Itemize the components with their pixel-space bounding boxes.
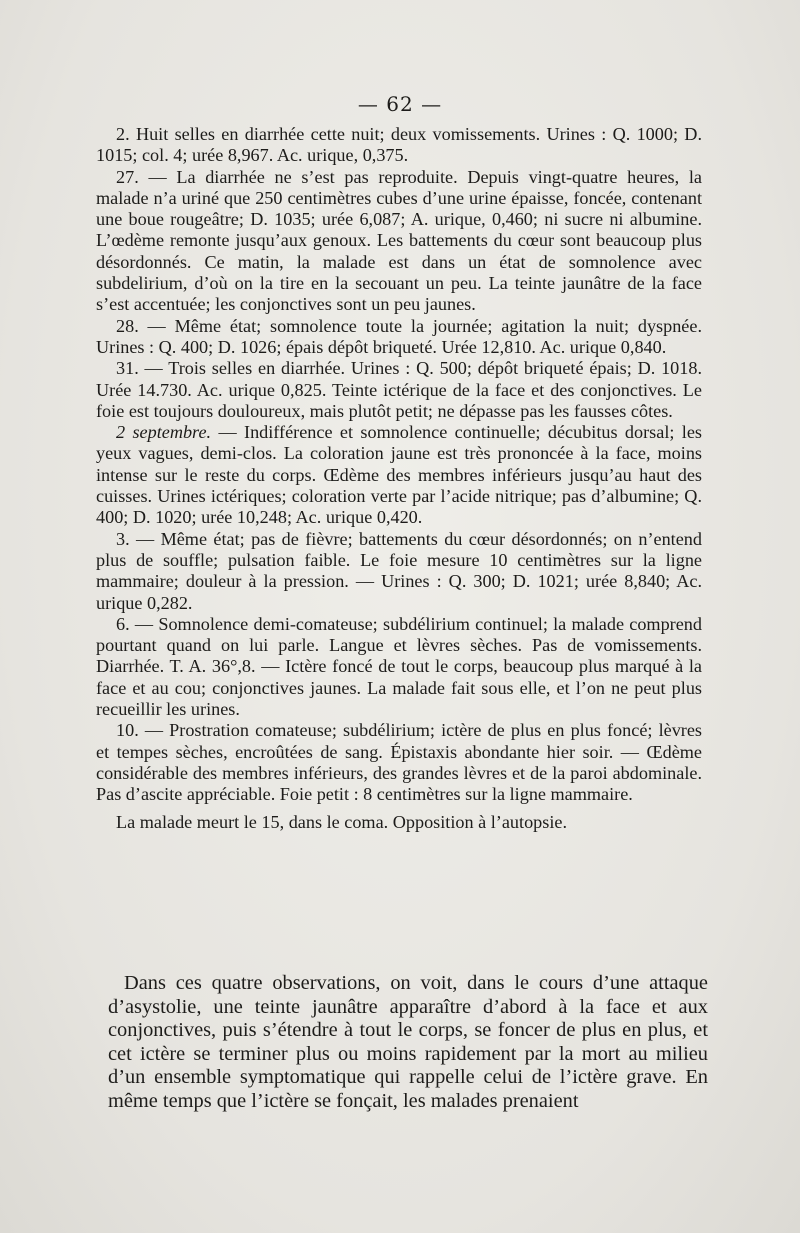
entry-text: — Indifférence et somnolence continuelle; décubitus dorsal; les yeux vagues, demi-clos. La coloration jaune est très prononcée à la face, moins intense sur le reste du corps. Œdème des membres inférieurs jusqu’au haut des cuisses. Urines ictériques; coloration verte par l’acide nitrique; pas d’albumine; Q. 400; D. 1020; urée 10,248; Ac. urique 0,420. xyxy=(96,422,702,528)
entry-death: La malade meurt le 15, dans le coma. Opposition à l’autopsie. xyxy=(116,811,568,832)
entry-day-2: 2. Huit selles en diarrhée cette nuit; deux vomissements. Urines : Q. 1000; D. 1015; col. 4; urée 8,967. Ac. urique, 0,375. xyxy=(96,124,702,166)
entry-day-28: 28. — Même état; somnolence toute la journée; agitation la nuit; dyspnée. Urines : Q. 400; D. 1026; épais dépôt briqueté. Urée 12,810. Ac. urique 0,840. xyxy=(96,315,702,357)
entry-day-6: 6. — Somnolence demi-comateuse; subdélirium continuel; la malade comprend pourtant quand on lui parle. Langue et lèvres sèches. Pas de vomissements. Diarrhée. T. A. 36°,8. — Ictère foncé de tout le corps, beaucoup plus marqué à la face et au cou; conjonctives jaunes. La malade fait sous elle, et l’on ne peut plus recueillir les urines. xyxy=(96,613,702,720)
entry-day-27: 27. — La diarrhée ne s’est pas reproduite. Depuis vingt-quatre heures, la malade n’a uriné que 250 centimètres cubes d’une urine épaisse, foncée, contenant une boue rougeâtre; D. 1035; urée 6,087; A. urique, 0,460; ni sucre ni albumine. L’œdème remonte jusqu’aux genoux. Les battements du cœur sont beaucoup plus désordonnés. Ce matin, la malade est dans un état de somnolence avec subdelirium, d’où on la tire en la secouant un peu. La teinte jaunâtre de la face s’est accentuée; les conjonctives sont un peu jaunes. xyxy=(96,166,702,315)
summary-paragraph: Dans ces quatre observations, on voit, dans le cours d’une attaque d’asystolie, une teinte jaunâtre apparaître d’abord à la face et aux conjonctives, puis s’étendre à tout le corps, se foncer de plus en plus, et cet ictère se terminer plus ou moins rapidement par la mort au milieu d’un ensemble symptomatique qui rappelle celui de l’ictère grave. En même temps que l’ictère se fonçait, les malades prenaient xyxy=(108,972,708,1112)
page-number: — 62 — xyxy=(357,92,443,116)
entry-day-31: 31. — Trois selles en diarrhée. Urines : Q. 500; dépôt briqueté épais; D. 1018. Urée 14.730. Ac. urique 0,825. Teinte ictérique de la face et des conjonctives. Le foie est toujours douloureux, mais plutôt petit; ne dépasse pas les fausses côtes. xyxy=(96,358,702,421)
entry-day-3: 3. — Même état; pas de fièvre; battements du cœur désordonnés; on n’entend plus de souffle; pulsation faible. Le foie mesure 10 centimètres sur la ligne mammaire; douleur à la pression. — Urines : Q. 300; D. 1021; urée 8,840; Ac. urique 0,282. xyxy=(96,528,702,613)
clinical-observation-log xyxy=(96,124,702,833)
entry-day-10: 10. — Prostration comateuse; subdélirium; ictère de plus en plus foncé; lèvres et tempes sèches, encroûtées de sang. Épistaxis abondante hier soir. — Œdème considérable des membres inférieurs, des grandes lèvres et de la paroi abdominale. Pas d’ascite appréciable. Foie petit : 8 centimètres sur la ligne mammaire. xyxy=(96,720,702,805)
entry-date: 2 septembre. xyxy=(116,422,212,443)
entry-september-2 xyxy=(96,422,702,528)
